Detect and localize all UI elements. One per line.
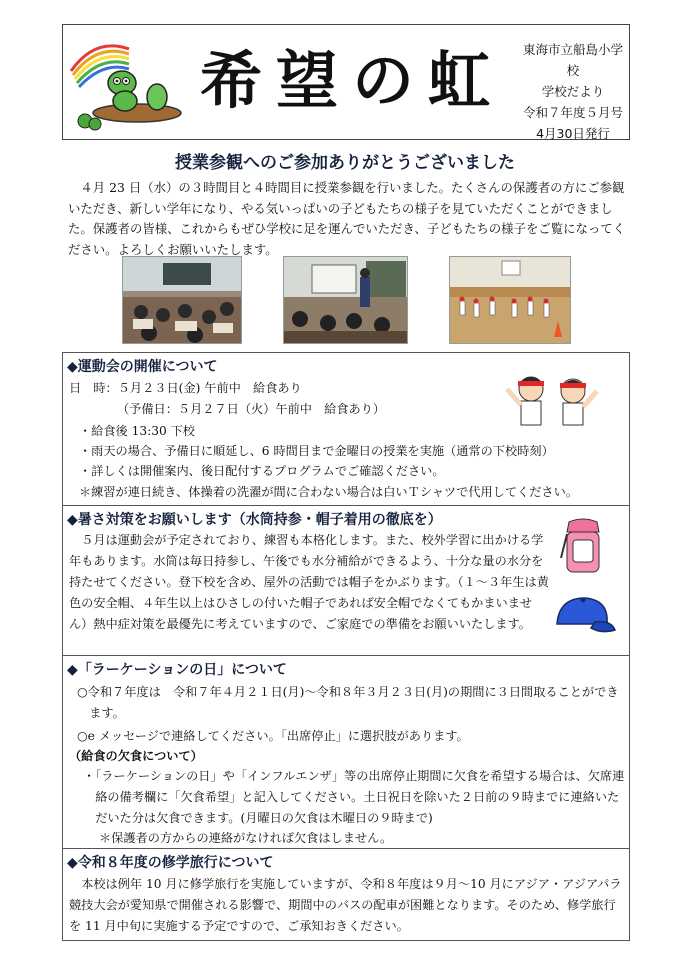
school-name: 東海市立船島小学校 <box>522 42 623 78</box>
issue-number: 令和７年度５月号 <box>522 105 623 120</box>
cap-illustration <box>551 594 617 638</box>
sports-day-heading: ◆運動会の開催について <box>67 359 218 375</box>
school-trip-heading: ◆令和８年度の修学旅行について <box>67 855 274 871</box>
newsletter-label: 学校だより <box>541 84 605 99</box>
lacation-note: ＊保護者の方からの連絡がなければ欠食はしません。 <box>99 831 393 845</box>
masthead <box>62 24 630 140</box>
heat-measures-body: ５月は運動会が予定されており、練習も本格化します。また、校外学習に出かける学年もあります。水筒は毎日持参し、午後でも水分補給ができるよう、十分な量の水分を持たせてください。登下校を含め、屋外の活動では帽子をかぶります。（１～３年生は黄色の安全帽、４年生以上はひさしの付いた帽子であれば安全帽でなくてもかまいません）熱中症対策を最優先に考えていますので、ご家庭での準備をお願いいたします。 <box>69 533 549 631</box>
heat-measures-section <box>62 505 630 656</box>
masthead-info <box>518 39 628 144</box>
sports-day-item: ・詳しくは開催案内、後日配付するプログラムでご確認ください。 <box>79 464 445 478</box>
lacation-sub-heading: （給食の欠食について） <box>69 749 203 763</box>
lacation-lunch-bullet: ・「ラーケーションの日」や「インフルエンザ」等の出席停止期間に欠食を希望する場合は、欠席連絡の備考欄に「欠食希望」と記入してください。土日祝日を除いた２日前の９時までに連絡いただいた分は欠食できます。(月曜日の欠食は木曜日の９時まで) <box>83 769 625 825</box>
issued-date: 4月30日発行 <box>536 126 610 141</box>
article-title-open-class: 授業参観へのご参加ありがとうございました <box>175 153 515 173</box>
sports-day-item: ・雨天の場合、予備日に順延し、6 時間目まで金曜日の授業を実施（通常の下校時刻） <box>79 444 554 458</box>
gym-photo <box>449 256 571 344</box>
sports-day-section <box>62 352 630 506</box>
sports-day-reserve-date: （予備日：５月２７日（火）午前中 給食あり） <box>117 402 386 416</box>
classroom-photo-1 <box>122 256 242 344</box>
newsletter-title: 希望の虹 <box>199 44 504 117</box>
lacation-line-2: ○e メッセージで連絡してください。「出席停止」に選択肢があります。 <box>77 729 469 743</box>
heat-measures-heading: ◆暑さ対策をお願いします（水筒持参・帽子着用の徹底を） <box>67 512 442 528</box>
classroom-photo-2 <box>283 256 408 344</box>
school-trip-section <box>62 848 630 941</box>
lacation-section <box>62 655 630 849</box>
rainbow-mascot-illustration <box>67 31 185 131</box>
sports-day-note: ＊練習が連日続き、体操着の洗濯が間に合わない場合は白いＴシャツで代用してください。 <box>79 485 578 499</box>
sports-day-date: 日 時：５月２３日(金) 午前中 給食あり <box>69 381 302 395</box>
cheering-kids-illustration <box>501 369 601 431</box>
water-bottle-illustration <box>559 518 607 576</box>
article-body-open-class: ４月 23 日（水）の３時間目と４時間目に授業参観を行いました。たくさんの保護者の方にご参観いただき、新しい学年になり、やる気いっぱいの子どもたちの様子を見ていただくことができました。保護者の皆様、これからもぜひ学校に足を運んでいただき、子どもたちの様子をご覧になってください。よろしくお願いいたします。 <box>68 180 626 257</box>
school-trip-body: 本校は例年 10 月に修学旅行を実施していますが、令和８年度は９月～10 月にアジア・アジアパラ競技大会が愛知県で開催される影響で、期間中のバスの配車が困難となります。そのため、修学旅行を 11 月中旬に実施する予定ですので、ご承知おきください。 <box>69 877 622 933</box>
lacation-heading: ◆「ラーケーションの日」について <box>67 662 287 678</box>
lacation-line-1: ○令和７年度は 令和７年４月２１日(月)～令和８年３月２３日(月)の期間に３日間取ることができます。 <box>77 685 619 720</box>
sports-day-item: ・給食後 13:30 下校 <box>79 424 195 438</box>
